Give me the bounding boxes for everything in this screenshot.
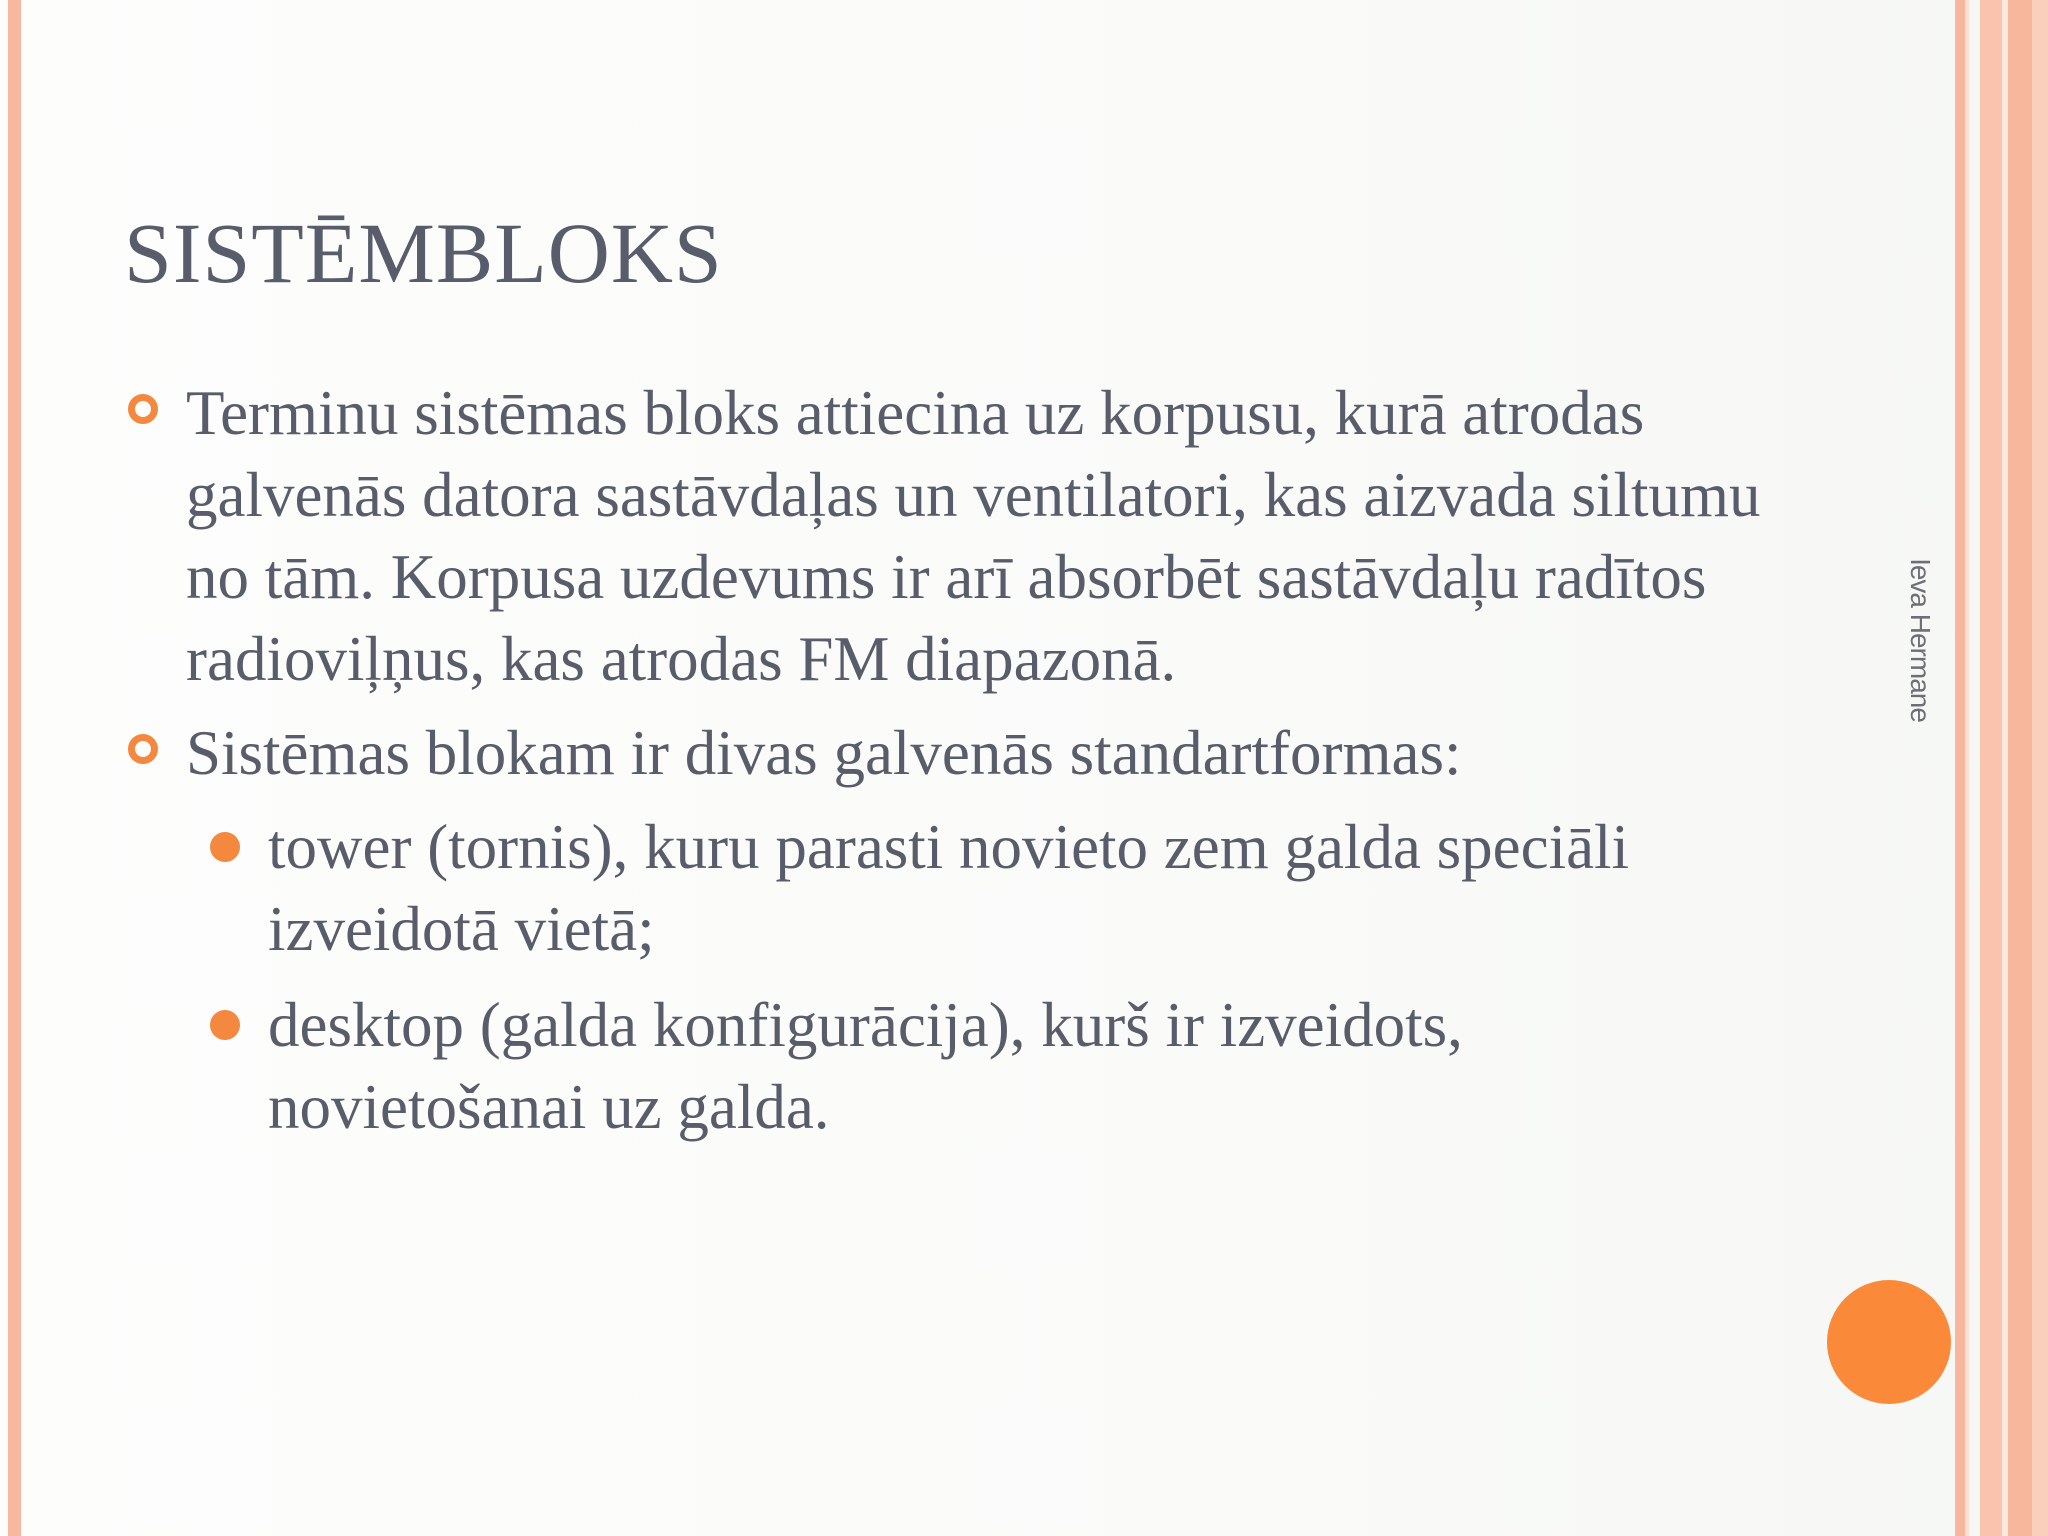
dot-bullet-icon [210, 832, 240, 862]
bullet-text: Terminu sistēmas bloks attiecina uz korpusu, kurā atrodas galvenās datora sastāvdaļas un ventilatori, kas aizvada siltumu no tām. Korpusa uzdevums ir arī absorbēt sastāvdaļu radītos radioviļņus, kas atrodas FM diapazonā. [186, 378, 1761, 694]
decorative-circle-icon [1827, 1280, 1951, 1404]
right-border-stripe [1965, 0, 1969, 1536]
right-border-stripe [1980, 0, 2002, 1536]
ring-bullet-icon [128, 394, 158, 424]
sub-bullet-item [124, 806, 1764, 970]
author-name: Ieva Hermane [1905, 558, 1936, 722]
slide-content [124, 372, 1764, 1162]
ring-bullet-icon [128, 734, 158, 764]
left-border-stripe [8, 0, 21, 1536]
bullet-item [124, 712, 1764, 794]
bullet-text: Sistēmas blokam ir divas galvenās standartformas: [186, 718, 1462, 788]
right-border-stripe [2032, 0, 2048, 1536]
slide-title: SISTĒMBLOKS [124, 205, 723, 301]
sub-bullet-list [124, 806, 1764, 1148]
sub-bullet-item [124, 984, 1764, 1148]
sub-bullet-text: tower (tornis), kuru parasti novieto zem galda speciāli izveidotā vietā; [268, 812, 1630, 964]
bullet-item [124, 372, 1764, 700]
right-border-stripe [2008, 0, 2032, 1536]
sub-bullet-text: desktop (galda konfigurācija), kurš ir izveidots, novietošanai uz galda. [268, 990, 1463, 1142]
right-border-stripe [1955, 0, 1965, 1536]
dot-bullet-icon [210, 1010, 240, 1040]
